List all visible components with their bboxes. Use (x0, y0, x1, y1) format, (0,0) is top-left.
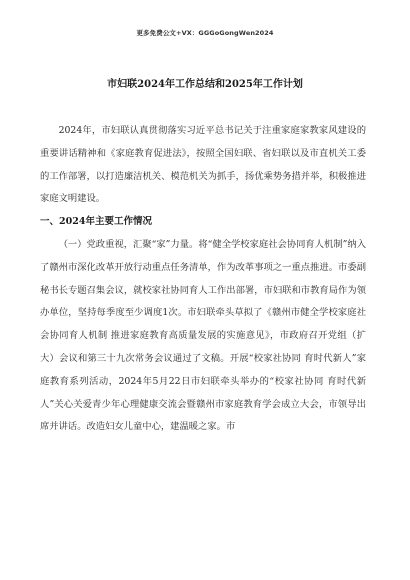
section-paragraph: （一）党政重视，汇聚“家”力量。将“健全学校家庭社会协同育人机制”纳入了赣州市深化改革开放行动重点任务清单，作为改革事项之一重点推进。市委副秘书长专题召集会议，就校家社协同育人工作出部署，市妇联和市教育局作为领办单位，坚持每季度至少调度1次。市妇联牵头草拟了《赣州市健全学校家庭社会协同育人机制 推进家庭教育高质量发展的实施意见》，市政府召开党组（扩大）会议和第三十九次常务会议通过了文稿。开展“校家社协同 育时代新人”家庭教育系列活动，2024年5月22日市妇联牵头举办的“校家社协同 育时代新人”关心关爱青少年心理健康交流会暨赣州市家庭教育学会成立大会，市领导出席并讲话。改造妇女儿童中心，建温暖之家。市 (40, 238, 366, 433)
document-body (40, 120, 366, 439)
header-note: 更多免费公文+VX：GGGoGongWen2024 (136, 29, 274, 37)
intro-paragraph: 2024年，市妇联认真贯彻落实习近平总书记关于注重家庭家教家风建设的重要讲话精神和《家庭教育促进法》，按照全国妇联、省妇联以及市直机关工委的工作部署，以打造廉洁机关、模范机关为抓手，扬优乘势务措并举，积极推进家庭文明建设。 (40, 125, 366, 205)
document-title: 市妇联2024年工作总结和2025年工作计划 (107, 79, 303, 90)
section-heading: 一、2024年主要工作情况 (40, 216, 152, 228)
